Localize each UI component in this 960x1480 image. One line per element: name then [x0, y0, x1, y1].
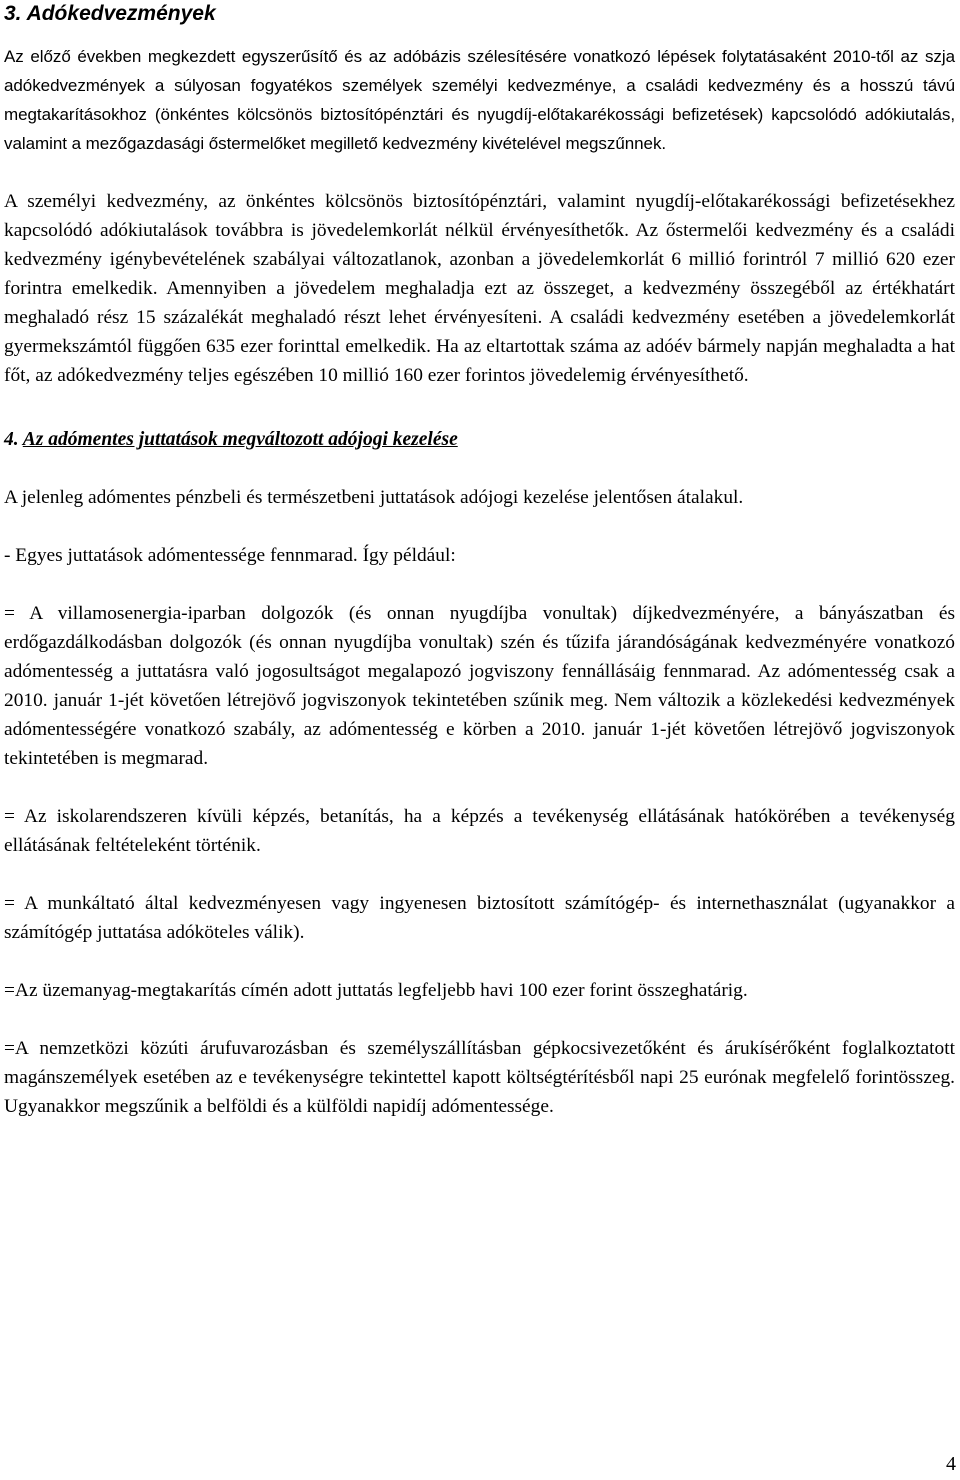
page-number: 4 — [946, 1453, 956, 1475]
section-4-paragraph-3: = A villamosenergia-iparban dolgozók (és onnan nyugdíjba vonultak) díjkedvezményére, a bányászatban és erdőgazdálkodásban dolgozók (és onnan nyugdíjba vonultak) szén és tűzifa járandóságának kedvezményére vonatkozó adómentesség a juttatásra való jogosultságot megalapozó jogviszony fennállásáig fennmarad. Az adómentesség csak a 2010. január 1-jét követően létrejövő jogviszonyok tekintetében szűnik meg. Nem változik a közlekedési kedvezmények adómentességére vonatkozó szabály, az adómentesség e körben a 2010. január 1-jét követően létrejövő jogviszonyok tekintetében is megmarad. — [4, 603, 955, 769]
section-4-paragraph-1: A jelenleg adómentes pénzbeli és természetbeni juttatások adójogi kezelése jelentősen átalakul. — [4, 487, 744, 508]
section-3-paragraph-2: A személyi kedvezmény, az önkéntes kölcsönös biztosítópénztári, valamint nyugdíj-előtakarékossági befizetésekhez kapcsolódó adókiutalások továbbra is jövedelemkorlát nélkül érvényesíthetők. Az őstermelői kedvezmény és a családi kedvezmény igénybevételének szabályai változatlanok, azonban a jövedelemkorlát 6 millió forintról 7 millió 620 ezer forintra emelkedik. Amennyiben a jövedelem meghaladja ezt az összeget, a kedvezmény összegéből az értékhatárt meghaladó rész 15 százalékát meghaladó részt lehet érvényesíteni. A családi kedvezmény esetében a jövedelemkorlát gyermekszámtól függően 635 ezer forinttal emelkedik. Ha az eltartottak száma az adóév bármely napján meghaladta a hat főt, az adókedvezmény teljes egészében 10 millió 160 ezer forintos jövedelemig érvényesíthető. — [4, 191, 955, 386]
section-4-paragraph-2: - Egyes juttatások adómentessége fennmarad. Így például: — [4, 545, 456, 566]
section-4-paragraph-5: = A munkáltató által kedvezményesen vagy ingyenesen biztosított számítógép- és internethasználat (ugyanakkor a számítógép juttatása adóköteles válik). — [4, 893, 955, 943]
section-4-paragraph-4: = Az iskolarendszeren kívüli képzés, betanítás, ha a képzés a tevékenység ellátásának hatókörében a tevékenység ellátásának feltételeként történik. — [4, 806, 955, 856]
section-4-paragraph-7: =A nemzetközi közúti árufuvarozásban és személyszállításban gépkocsivezetőként és árukísérőként foglalkoztatott magánszemélyek esetében az e tevékenységre tekintettel kapott költségtérítésből napi 25 eurónak megfelelő forintösszeg. Ugyanakkor megszűnik a belföldi és a külföldi napidíj adómentessége. — [4, 1038, 955, 1117]
section-4-number: 4. — [4, 429, 19, 450]
section-3-paragraph-1: Az előző években megkezdett egyszerűsítő és az adóbázis szélesítésére vonatkozó lépések folytatásaként 2010-től az szja adókedvezmények a súlyosan fogyatékos személyek személyi kedvezménye, a családi kedvezmény és a hosszú távú megtakarításokhoz (önkéntes kölcsönös biztosítópénztári és nyugdíj-előtakarékossági befizetések) kapcsolódó adókiutalás, valamint a mezőgazdasági őstermelőket megillető kedvezmény kivételével megszűnnek. — [4, 47, 955, 153]
document-page — [4, 0, 955, 1121]
section-3-heading: 3. Adókedvezmények — [4, 2, 216, 25]
section-4-heading — [4, 425, 955, 454]
section-4-paragraph-6: =Az üzemanyag-megtakarítás címén adott juttatás legfeljebb havi 100 ezer forint összeghatárig. — [4, 980, 748, 1001]
section-4-title: Az adómentes juttatások megváltozott adójogi kezelése — [22, 429, 458, 450]
